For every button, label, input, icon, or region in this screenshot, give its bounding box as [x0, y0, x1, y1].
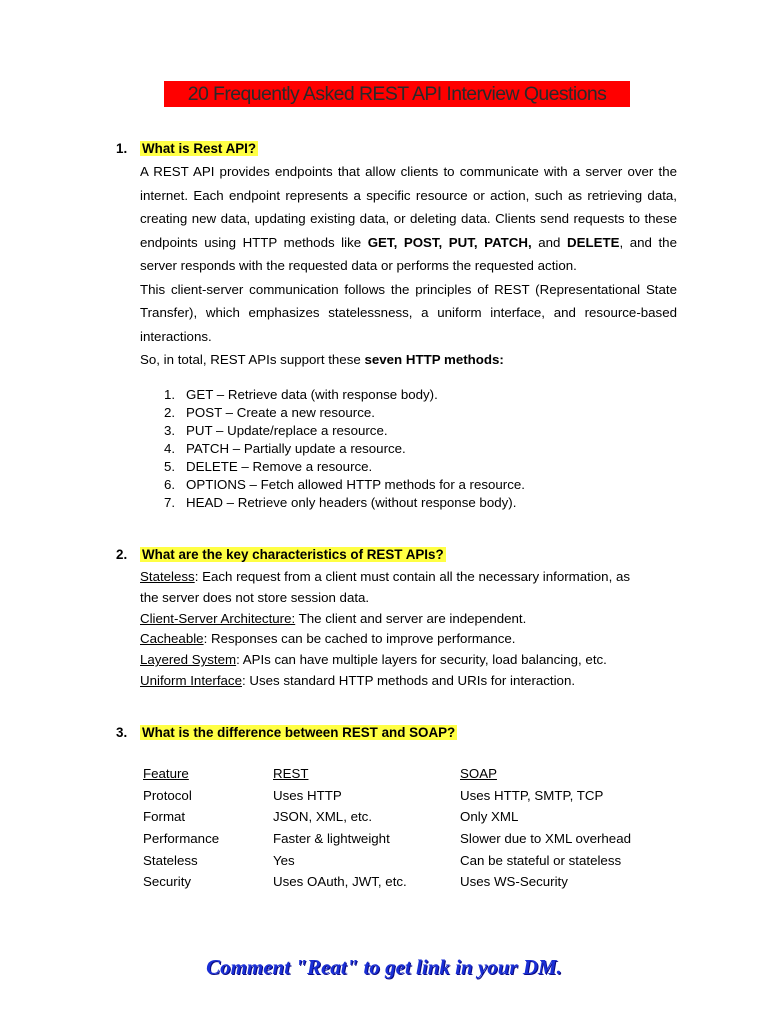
table-cell: Uses HTTP: [273, 787, 342, 803]
method-description: – Fetch allowed HTTP methods for a resource.: [245, 477, 525, 492]
table-cell: Yes: [273, 852, 295, 868]
table-cell: Uses OAuth, JWT, etc.: [273, 874, 407, 890]
method-description: – Remove a resource.: [237, 459, 373, 474]
table-cell: Performance: [143, 831, 220, 847]
table-cell: Protocol: [143, 787, 192, 803]
question-number: 3.: [116, 725, 128, 740]
list-number: 1.: [164, 387, 176, 402]
question-1-answer: [140, 160, 677, 372]
table-cell: Format: [143, 809, 186, 825]
answer-paragraph: [140, 348, 677, 372]
question-text: What is the difference between REST and SOAP?: [142, 725, 456, 740]
table-row: [143, 849, 660, 871]
question-text: What are the key characteristics of REST APIs?: [142, 547, 444, 562]
bold-text: seven HTTP methods:: [364, 352, 504, 367]
table-row: [143, 828, 660, 850]
method-name: PUT: [186, 423, 213, 438]
method-description: Retrieve only headers (without response body).: [234, 495, 517, 510]
table-row: [143, 806, 660, 828]
method-name: PATCH: [186, 441, 230, 456]
question-number: 1.: [116, 141, 128, 156]
characteristic-term: Client-Server Architecture:: [140, 610, 296, 626]
table-cell: Only XML: [460, 809, 519, 825]
characteristic-text: : Each request from a client must contain all the necessary information, as: [194, 569, 631, 584]
method-description: – Create a new resource.: [221, 405, 375, 420]
characteristic-item: [140, 629, 700, 650]
answer-paragraph: This client-server communication follows the principles of REST (Representational State Transfer), which emphasizes statelessness, a uniform interface, and resource-based interactions.: [140, 281, 677, 344]
list-number: 2.: [164, 405, 176, 420]
characteristic-term: Stateless: [140, 569, 195, 584]
table-cell: Security: [143, 874, 192, 890]
text-run: A REST API provides endpoints that allow clients to communicate with a server over the internet. Each endpoint represents a specific resource or action, such as retrieving data, creating new data, updating existing data, or deleting data. Clients send requests to these endpoints using HTTP methods like: [140, 164, 677, 250]
characteristic-item-continuation: the server does not store session data.: [140, 589, 370, 605]
characteristic-item: [140, 671, 700, 692]
method-name: DELETE: [186, 459, 238, 474]
characteristic-term: Cacheable: [140, 631, 204, 647]
http-method-item: [140, 476, 620, 494]
method-description: – Update/replace a resource.: [212, 423, 388, 438]
list-number: 3.: [164, 423, 176, 438]
rest-vs-soap-table: [143, 763, 660, 893]
characteristic-text: : Responses can be cached to improve performance.: [203, 631, 516, 647]
http-methods-list: [140, 386, 620, 512]
text-run: , and the server responds with the requested data or performs the requested action.: [140, 234, 677, 273]
column-header: REST: [273, 766, 309, 782]
question-1-heading: [116, 140, 258, 158]
http-method-item: [140, 440, 620, 458]
method-name: POST: [186, 405, 222, 420]
characteristic-term: Layered System: [140, 652, 237, 668]
http-method-item: [140, 458, 620, 476]
table-cell: JSON, XML, etc.: [273, 809, 373, 825]
bold-text: GET, POST, PUT, PATCH,: [367, 234, 532, 250]
method-description: – Retrieve data (with response body).: [213, 387, 438, 402]
method-name: HEAD –: [186, 495, 235, 510]
column-header: SOAP: [460, 766, 497, 782]
question-number: 2.: [116, 547, 128, 562]
characteristic-text: : APIs can have multiple layers for security, load balancing, etc.: [236, 652, 607, 668]
table-row: [143, 785, 660, 807]
answer-paragraph: [140, 160, 677, 278]
table-row: [143, 871, 660, 893]
question-2-heading: [116, 546, 446, 564]
http-method-item: [140, 386, 620, 404]
characteristic-text: The client and server are independent.: [295, 610, 527, 626]
list-number: 6.: [164, 477, 176, 492]
http-method-item: [140, 494, 620, 512]
table-cell: Can be stateful or stateless: [460, 852, 622, 868]
characteristic-text: : Uses standard HTTP methods and URIs for interaction.: [241, 672, 576, 688]
http-method-item: [140, 404, 620, 422]
method-name: OPTIONS: [186, 477, 246, 492]
table-cell: Slower due to XML overhead: [460, 831, 631, 847]
table-cell: Uses HTTP, SMTP, TCP: [460, 787, 604, 803]
method-name: GET: [186, 387, 214, 402]
characteristic-term: Uniform Interface: [140, 672, 242, 688]
table-header-row: [143, 763, 660, 785]
characteristic-item: [140, 650, 700, 671]
bold-text: DELETE: [567, 234, 620, 250]
list-number: 7.: [164, 495, 176, 510]
question-3-heading: [116, 724, 457, 742]
text-run: So, in total, REST APIs support these: [140, 352, 365, 367]
document-title: 20 Frequently Asked REST API Interview Questions: [164, 81, 630, 107]
characteristic-item: [140, 567, 700, 588]
call-to-action: Comment "Reat" to get link in your DM.: [206, 955, 562, 979]
list-number: 4.: [164, 441, 176, 456]
characteristic-item: [140, 609, 700, 630]
list-number: 5.: [164, 459, 176, 474]
characteristics-list: [140, 567, 700, 692]
http-method-item: [140, 422, 620, 440]
table-cell: Stateless: [143, 852, 198, 868]
table-cell: Faster & lightweight: [273, 831, 390, 847]
question-text: What is Rest API?: [142, 141, 257, 156]
text-run: and: [531, 234, 568, 250]
table-cell: Uses WS-Security: [460, 874, 568, 890]
column-header: Feature: [143, 766, 189, 782]
method-description: – Partially update a resource.: [229, 441, 406, 456]
